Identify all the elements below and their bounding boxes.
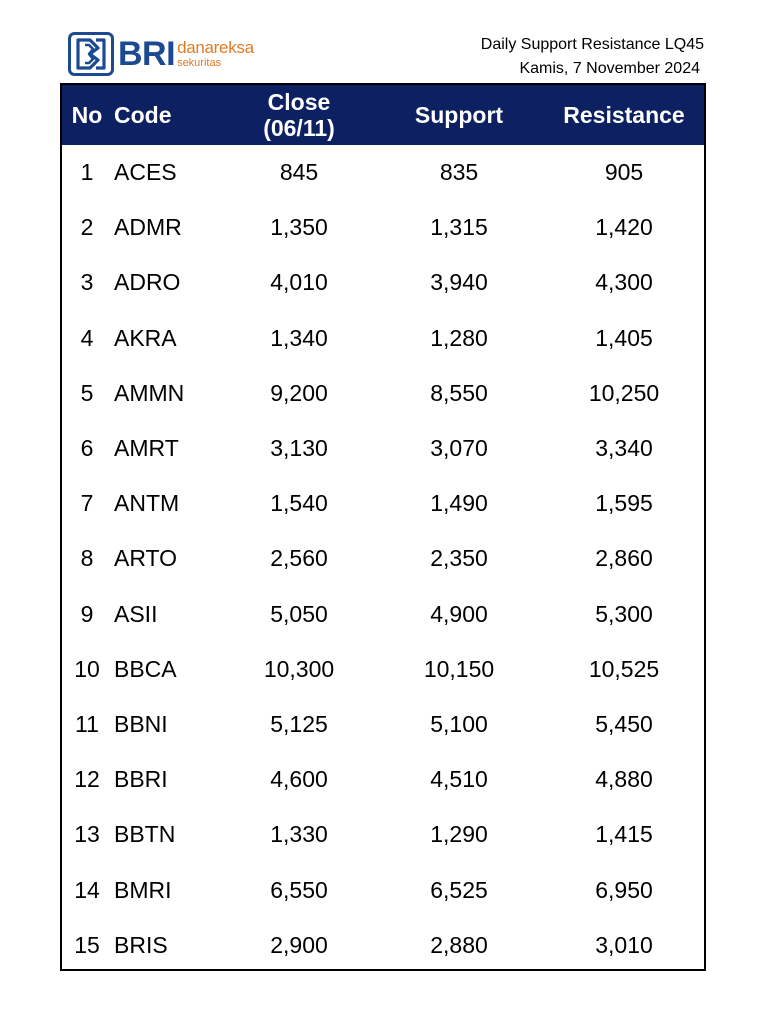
cell-resistance: 10,250 [588, 379, 660, 406]
data-table [62, 85, 704, 973]
header-resistance: Resistance [563, 102, 685, 128]
cell-close: 1,540 [270, 490, 328, 517]
cell-code: BRIS [114, 931, 168, 958]
cell-resistance: 5,300 [595, 600, 653, 627]
cell-no: 15 [74, 931, 100, 958]
cell-code: BBTN [114, 821, 176, 848]
cell-resistance: 6,950 [595, 876, 653, 903]
header-no: No [71, 102, 103, 128]
cell-close: 1,340 [270, 324, 328, 351]
cell-no: 14 [74, 876, 100, 903]
table-row [62, 862, 704, 917]
table-row [62, 366, 704, 421]
cell-support: 1,280 [430, 324, 488, 351]
cell-code: BBRI [114, 766, 168, 793]
cell-close: 3,130 [270, 435, 328, 462]
bri-danareksa-logo [68, 31, 254, 77]
cell-support: 8,550 [430, 379, 488, 406]
table-header-row [62, 85, 704, 145]
cell-support: 2,350 [430, 545, 488, 572]
cell-resistance: 1,415 [595, 821, 653, 848]
cell-no: 4 [80, 324, 94, 351]
cell-no: 11 [75, 710, 99, 737]
cell-code: ADRO [114, 269, 181, 296]
support-resistance-table [60, 83, 706, 971]
cell-code: BBNI [114, 710, 168, 737]
cell-code: ARTO [114, 545, 178, 572]
cell-support: 10,150 [423, 655, 495, 682]
table-row [62, 752, 704, 807]
cell-close: 4,010 [270, 269, 328, 296]
cell-no: 7 [80, 490, 94, 517]
table-row [62, 642, 704, 697]
table-row [62, 587, 704, 642]
header-code: Code [114, 102, 172, 128]
cell-resistance: 1,420 [595, 214, 653, 241]
cell-support: 835 [439, 159, 479, 186]
cell-support: 3,070 [430, 435, 488, 462]
cell-close: 1,350 [270, 214, 328, 241]
cell-resistance: 905 [604, 159, 644, 186]
cell-no: 8 [80, 545, 94, 572]
logo-subbrand-text: danareksa [177, 37, 254, 57]
cell-resistance: 3,340 [595, 435, 653, 462]
cell-no: 13 [74, 821, 100, 848]
cell-no: 12 [74, 766, 100, 793]
cell-resistance: 4,300 [595, 269, 653, 296]
cell-code: ASII [114, 600, 158, 627]
cell-resistance: 5,450 [595, 710, 653, 737]
cell-no: 2 [80, 214, 94, 241]
header-close-line2: (06/11) [263, 115, 335, 141]
table-row [62, 421, 704, 476]
logo-subbrand-line2-text: sekuritas [177, 56, 222, 69]
cell-no: 10 [74, 655, 100, 682]
cell-support: 1,290 [430, 821, 488, 848]
cell-no: 6 [80, 435, 94, 462]
cell-no: 5 [80, 379, 94, 406]
cell-code: ANTM [114, 490, 180, 517]
table-body [62, 145, 704, 973]
logo-brand-text: BRI [118, 35, 176, 73]
cell-no: 1 [80, 159, 94, 186]
cell-code: BBCA [114, 655, 177, 682]
cell-close: 10,300 [263, 655, 335, 682]
table-row [62, 476, 704, 531]
report-title: Daily Support Resistance LQ45 [480, 36, 704, 53]
header-support: Support [414, 102, 504, 128]
report-date: Kamis, 7 November 2024 [519, 60, 700, 77]
cell-support: 1,315 [430, 214, 488, 241]
cell-close: 2,900 [270, 931, 328, 958]
cell-code: AMMN [114, 379, 185, 406]
cell-resistance: 1,595 [595, 490, 653, 517]
cell-support: 2,880 [430, 931, 488, 958]
table-row [62, 145, 704, 200]
table-row [62, 200, 704, 255]
cell-close: 5,050 [270, 600, 328, 627]
cell-code: BMRI [114, 876, 172, 903]
cell-resistance: 4,880 [595, 766, 653, 793]
cell-close: 4,600 [270, 766, 328, 793]
table-row [62, 697, 704, 752]
cell-support: 5,100 [430, 710, 488, 737]
cell-resistance: 1,405 [595, 324, 653, 351]
header-close-line1: Close [267, 89, 331, 115]
cell-resistance: 3,010 [595, 931, 653, 958]
cell-resistance: 10,525 [588, 655, 660, 682]
cell-close: 9,200 [270, 379, 328, 406]
cell-support: 3,940 [430, 269, 488, 296]
table-row [62, 255, 704, 310]
cell-no: 3 [80, 269, 94, 296]
table-row [62, 807, 704, 862]
cell-resistance: 2,860 [595, 545, 653, 572]
cell-code: AKRA [114, 324, 177, 351]
cell-code: ADMR [114, 214, 182, 241]
table-row [62, 311, 704, 366]
cell-close: 1,330 [270, 821, 328, 848]
cell-support: 6,525 [430, 876, 488, 903]
cell-code: ACES [114, 159, 177, 186]
table-row [62, 918, 704, 973]
cell-code: AMRT [114, 435, 179, 462]
header-close [224, 85, 374, 145]
cell-close: 6,550 [270, 876, 328, 903]
cell-support: 4,510 [430, 766, 488, 793]
cell-close: 845 [279, 159, 319, 186]
bri-logo-mark-icon [68, 32, 114, 76]
cell-no: 9 [80, 600, 94, 627]
cell-close: 2,560 [270, 545, 328, 572]
cell-support: 1,490 [430, 490, 488, 517]
table-row [62, 531, 704, 586]
cell-close: 5,125 [270, 710, 328, 737]
cell-support: 4,900 [430, 600, 488, 627]
